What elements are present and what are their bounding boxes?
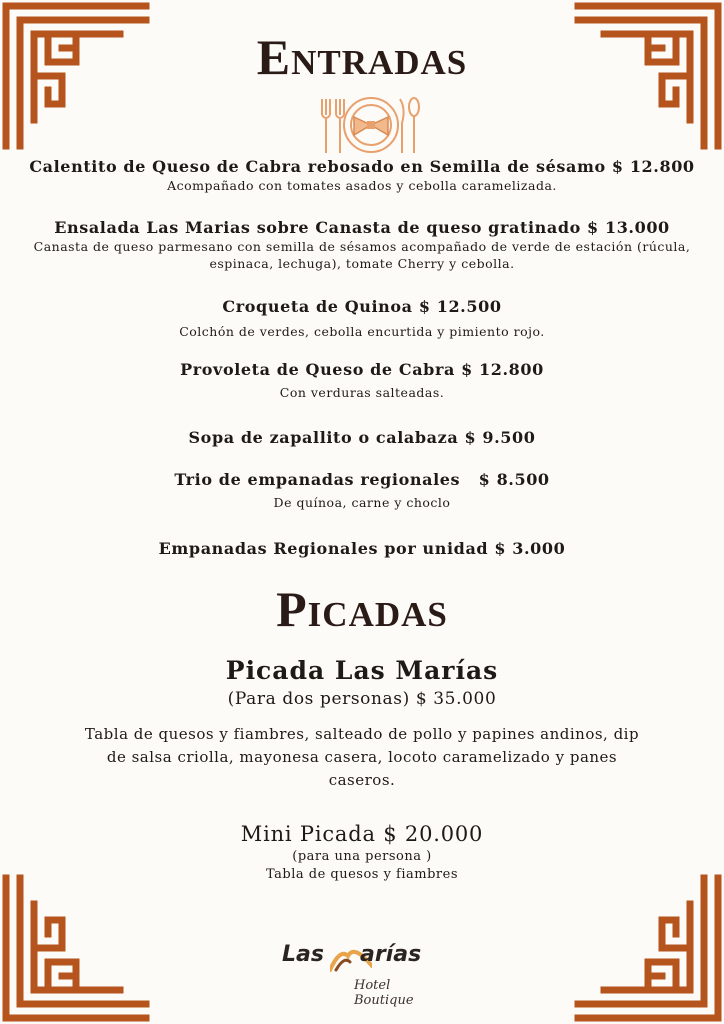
picada-price: (Para dos personas) $ 35.000 [227, 689, 497, 709]
logo-word-las: Las [282, 942, 324, 967]
hotel-logo [282, 940, 452, 1008]
menu-item [20, 297, 704, 340]
menu-item-name: Trio de empanadas regionales $ 8.500 [174, 470, 550, 489]
menu-item-name: Provoleta de Queso de Cabra $ 12.800 [180, 360, 544, 379]
menu-item [20, 360, 704, 401]
menu-item [20, 218, 704, 272]
greek-key-corner-icon [0, 874, 150, 1024]
menu-item [20, 470, 704, 511]
greek-key-corner-icon [574, 874, 724, 1024]
menu-item-description: Acompañado con tomates asados y cebolla caramelizada. [167, 178, 557, 193]
logo-word-marias: arías [360, 942, 422, 967]
mini-picada-item [20, 820, 704, 884]
plate-cutlery-icon [316, 95, 426, 155]
menu-item [20, 428, 704, 448]
menu-item-name: Croqueta de Quinoa $ 12.500 [222, 297, 502, 316]
entradas-title: Entradas [256, 29, 468, 85]
mini-picada-name: Mini Picada $ 20.000 [240, 822, 484, 846]
menu-item-name: Ensalada Las Marias sobre Canasta de queso gratinado $ 13.000 [54, 218, 670, 237]
menu-item [20, 157, 704, 194]
menu-item-name: Calentito de Queso de Cabra rebosado en Semilla de sésamo $ 12.800 [29, 157, 695, 176]
picada-main-item [20, 655, 704, 792]
menu-item-description: De quínoa, carne y choclo [273, 495, 451, 510]
mini-picada-description: Tabla de quesos y fiambres [265, 867, 459, 882]
menu-item-description: Canasta de queso parmesano con semilla de sésamos acompañado de verde de estación (rúcula, espinaca, lechuga), tomate Cherry y cebolla. [33, 239, 691, 271]
picada-description: Tabla de quesos y fiambres, salteado de pollo y papines andinos, dip de salsa criolla, mayonesa casera, locoto caramelizado y panes caseros. [84, 725, 640, 789]
menu-item-name: Empanadas Regionales por unidad $ 3.000 [158, 539, 566, 558]
picada-name: Picada Las Marías [225, 656, 499, 685]
menu-item-description: Colchón de verdes, cebolla encurtida y pimiento rojo. [179, 324, 545, 339]
picadas-title: Picadas [276, 581, 448, 637]
menu-item-name: Sopa de zapallito o calabaza $ 9.500 [188, 428, 536, 447]
mini-picada-serving: (para una persona ) [292, 849, 432, 864]
logo-subtitle: Hotel Boutique [354, 978, 414, 1008]
menu-item-description: Con verduras salteadas. [279, 385, 445, 400]
menu-item [20, 539, 704, 559]
